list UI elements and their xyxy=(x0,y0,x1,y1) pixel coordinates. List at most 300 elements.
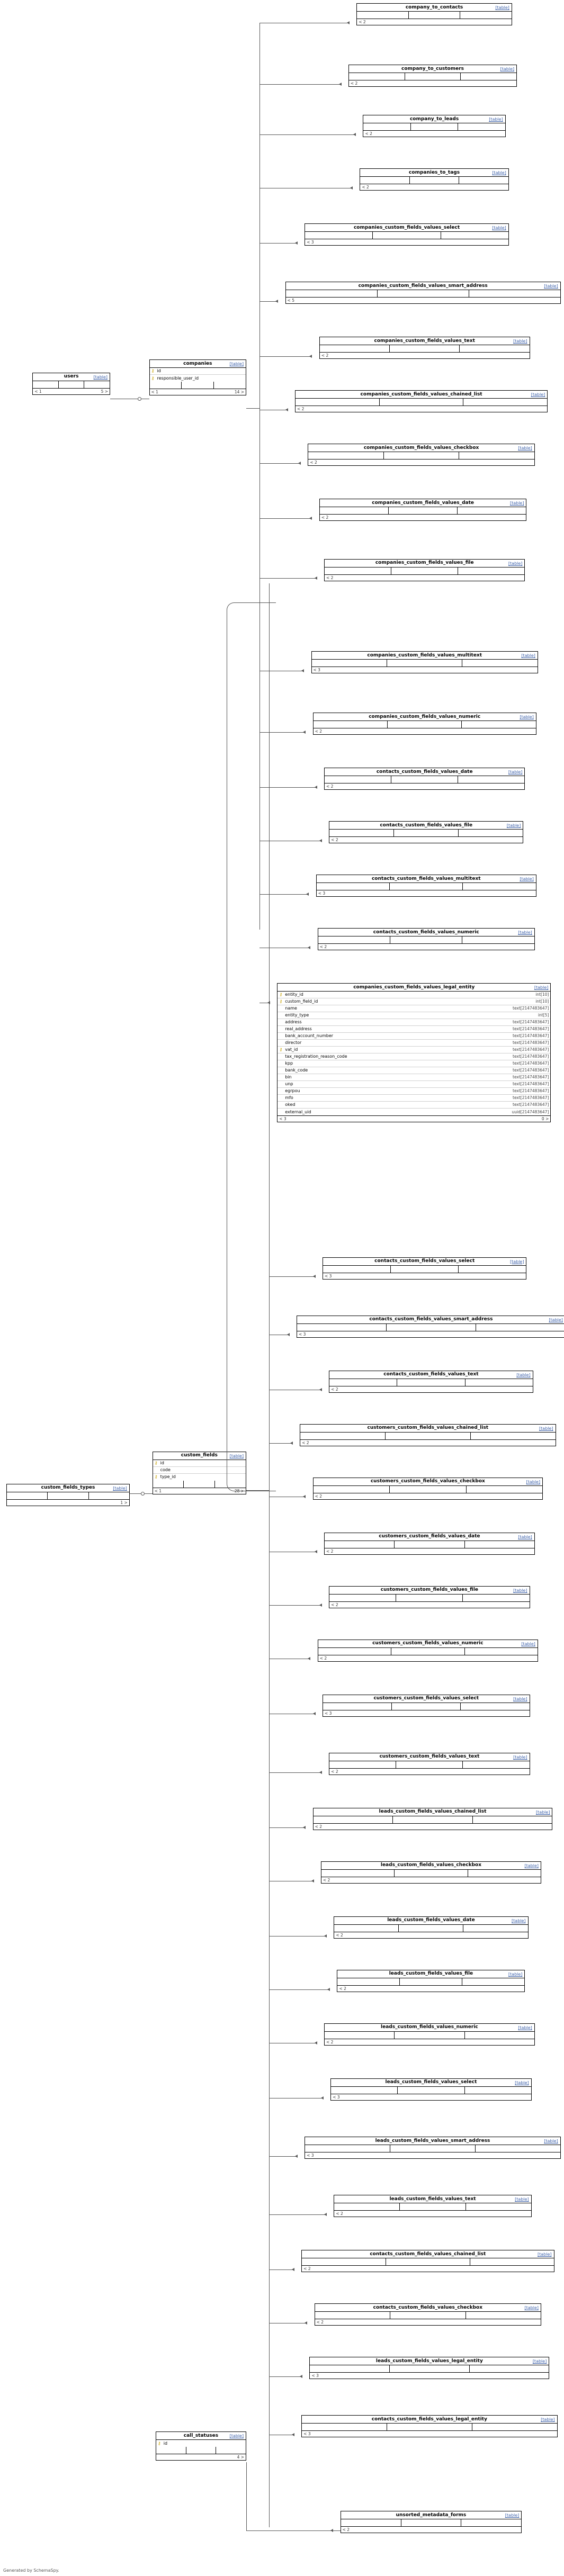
table-link[interactable]: [table] xyxy=(492,226,506,231)
table-header-customers_custom_fields_values_text xyxy=(329,1753,529,1761)
table-link[interactable]: [table] xyxy=(505,2513,520,2518)
table-link[interactable]: [table] xyxy=(229,1453,244,1458)
column-type: text[2147483647] xyxy=(513,1054,549,1059)
table-box-companies_custom_fields_values_legal_entity[interactable] xyxy=(277,983,551,1122)
table-link[interactable]: [table] xyxy=(495,5,509,11)
table-box-contacts_custom_fields_values_smart_address[interactable] xyxy=(297,1316,564,1338)
table-box-customers_custom_fields_values_checkbox[interactable] xyxy=(313,1478,543,1500)
connector-arrow xyxy=(287,1333,290,1336)
table-link[interactable]: [table] xyxy=(93,374,108,380)
table-box-companies_custom_fields_values_select[interactable] xyxy=(305,223,509,246)
connector-arrow xyxy=(303,731,306,734)
table-link[interactable]: [table] xyxy=(549,1317,563,1322)
table-box-leads_custom_fields_values_numeric[interactable] xyxy=(324,2023,535,2046)
band-cell xyxy=(473,1816,552,1823)
band-cell xyxy=(400,1978,462,1985)
table-header-companies_custom_fields_values_select xyxy=(305,224,508,232)
table-box-leads_custom_fields_values_file[interactable] xyxy=(337,1970,525,1992)
connector-line xyxy=(269,2156,297,2157)
relation-count-left: < 3 xyxy=(279,1116,287,1122)
table-box-contacts_custom_fields_values_file[interactable] xyxy=(329,821,523,843)
table-name: leads_custom_fields_values_text xyxy=(389,2196,476,2202)
column-type: text[2147483647] xyxy=(513,1095,549,1101)
table-header-contacts_custom_fields_values_multitext xyxy=(317,875,536,883)
table-box-companies_custom_fields_values_date[interactable] xyxy=(319,499,527,521)
table-relation-counts-company_to_contacts xyxy=(357,19,512,25)
column-key-icon: ⚷ xyxy=(154,1460,158,1465)
table-relation-counts-customers_custom_fields_values_chained_list xyxy=(300,1439,555,1446)
connector-arrow xyxy=(353,133,356,136)
column-name: address xyxy=(285,1020,302,1025)
table-relation-counts-customers_custom_fields_values_checkbox xyxy=(314,1493,543,1499)
table-link[interactable]: [table] xyxy=(541,2417,555,2422)
relation-count-left: < 2 xyxy=(331,837,338,843)
table-link[interactable]: [table] xyxy=(521,1641,535,1646)
table-box-contacts_custom_fields_values_select[interactable] xyxy=(323,1257,527,1280)
table-header-companies xyxy=(150,360,246,368)
connector-arrow xyxy=(306,893,309,896)
table-body-band xyxy=(314,1486,543,1493)
table-relation-counts-customers_custom_fields_values_numeric xyxy=(318,1655,538,1661)
table-link[interactable]: [table] xyxy=(513,1696,527,1701)
band-cell xyxy=(469,290,560,297)
table-link[interactable]: [table] xyxy=(516,1372,531,1377)
table-columns-companies_custom_fields_values_legal_entity xyxy=(277,992,550,1115)
table-link[interactable]: [table] xyxy=(515,2197,529,2202)
column-name: mfo xyxy=(285,1095,293,1101)
table-header-contacts_custom_fields_values_date xyxy=(325,768,524,776)
table-row xyxy=(150,375,246,382)
relation-count-left: < 2 xyxy=(326,2039,334,2044)
table-relation-counts-companies_custom_fields_values_select xyxy=(305,239,508,245)
table-relation-counts-contacts_custom_fields_values_multitext xyxy=(317,890,536,896)
band-cell xyxy=(399,1925,463,1932)
table-link[interactable]: [table] xyxy=(508,1971,523,1977)
table-box-companies_to_tags[interactable] xyxy=(360,168,509,191)
table-link[interactable]: [table] xyxy=(520,715,534,720)
table-link[interactable]: [table] xyxy=(544,2139,558,2144)
table-box-custom_fields_types[interactable] xyxy=(6,1484,130,1506)
table-row xyxy=(277,1088,550,1095)
relation-count-left: < 3 xyxy=(311,2373,319,2379)
column-type: text[2147483647] xyxy=(513,1068,549,1073)
band-cell xyxy=(48,1492,88,1499)
connector-arrow xyxy=(309,517,312,520)
table-link[interactable]: [table] xyxy=(113,1485,127,1491)
connector-line xyxy=(259,301,277,302)
band-cell xyxy=(308,452,383,459)
band-cell xyxy=(33,381,59,388)
table-box-contacts_custom_fields_values_text[interactable] xyxy=(329,1371,533,1393)
band-cell xyxy=(325,568,391,574)
column-name: egrpou xyxy=(285,1088,300,1094)
table-relation-counts-companies_custom_fields_values_multitext xyxy=(312,666,538,673)
table-box-companies_custom_fields_values_chained_list[interactable] xyxy=(295,390,548,412)
table-box-customers_custom_fields_values_file[interactable] xyxy=(329,1586,530,1608)
table-link[interactable]: [table] xyxy=(489,117,503,122)
table-link[interactable]: [table] xyxy=(506,823,521,828)
table-body-band xyxy=(315,2312,541,2319)
table-box-leads_custom_fields_values_date[interactable] xyxy=(334,1916,528,1939)
table-name: customers_custom_fields_values_checkbox xyxy=(370,1479,485,1484)
relation-count-right: 4 > xyxy=(237,2455,245,2460)
table-link[interactable]: [table] xyxy=(531,392,545,398)
table-box-contacts_custom_fields_values_multitext[interactable] xyxy=(316,875,536,897)
band-cell xyxy=(463,1761,529,1768)
connector-arrow xyxy=(295,2155,298,2158)
connector-arrow xyxy=(350,186,353,190)
band-cell xyxy=(349,73,405,80)
table-link[interactable]: [table] xyxy=(532,2359,547,2364)
band-cell xyxy=(150,382,182,389)
relation-count-left: < 2 xyxy=(323,1877,330,1883)
band-cell xyxy=(59,381,85,388)
connector-endpoint xyxy=(138,397,141,401)
table-body-band xyxy=(334,1925,527,1932)
table-box-companies_custom_fields_values_smart_address[interactable] xyxy=(285,282,561,304)
band-cell xyxy=(89,1492,129,1499)
table-header-contacts_custom_fields_values_chained_list xyxy=(302,2250,553,2258)
table-box-leads_custom_fields_values_select[interactable] xyxy=(330,2078,531,2101)
relation-count-left: < 2 xyxy=(331,1769,338,1774)
table-header-company_to_leads xyxy=(363,115,505,123)
band-cell xyxy=(472,2424,557,2430)
table-header-users xyxy=(33,373,110,381)
connector-line xyxy=(259,518,311,519)
table-name: contacts_custom_fields_values_chained_list xyxy=(370,2251,486,2257)
table-box-customers_custom_fields_values_date[interactable] xyxy=(324,1533,535,1555)
table-relation-counts-customers_custom_fields_values_date xyxy=(325,1548,534,1554)
connector-line xyxy=(259,243,297,244)
band-cell xyxy=(391,1648,464,1655)
table-name: leads_custom_fields_values_chained_list xyxy=(379,1809,487,1815)
band-cell xyxy=(462,1978,524,1985)
relation-count-left: < 2 xyxy=(326,1548,334,1554)
table-box-contacts_custom_fields_values_date[interactable] xyxy=(324,768,525,790)
table-body-band xyxy=(297,1324,564,1331)
table-header-contacts_custom_fields_values_smart_address xyxy=(297,1316,564,1324)
table-box-call_statuses[interactable] xyxy=(156,2431,246,2461)
table-relation-counts-companies_custom_fields_values_smart_address xyxy=(286,297,560,303)
connector-line xyxy=(246,408,259,409)
column-name: responsible_user_id xyxy=(157,375,199,381)
table-name: leads_custom_fields_values_date xyxy=(387,1917,475,1923)
table-box-customers_custom_fields_values_numeric[interactable] xyxy=(318,1640,538,1662)
band-cell xyxy=(390,2145,476,2152)
band-cell xyxy=(466,2312,541,2319)
table-header-contacts_custom_fields_values_text xyxy=(329,1371,533,1379)
band-cell xyxy=(468,1870,541,1877)
column-type: text[2147483647] xyxy=(513,1061,549,1066)
table-link[interactable]: [table] xyxy=(524,2305,539,2311)
column-type: text[2147483647] xyxy=(513,1033,549,1039)
band-cell xyxy=(314,721,388,728)
band-cell xyxy=(467,1486,543,1493)
table-box-contacts_custom_fields_values_legal_entity[interactable] xyxy=(301,2415,557,2437)
connector-arrow xyxy=(313,1712,316,1715)
connector-arrow xyxy=(308,946,310,949)
table-link[interactable]: [table] xyxy=(534,985,549,990)
table-name: leads_custom_fields_values_checkbox xyxy=(380,1862,482,1868)
band-cell xyxy=(214,382,246,389)
column-key-icon: ⚷ xyxy=(279,992,283,997)
relation-count-left: < 1 xyxy=(34,389,42,394)
relation-count-right: 0 > xyxy=(541,1116,549,1122)
band-cell xyxy=(387,660,462,666)
table-link[interactable]: [table] xyxy=(513,1588,527,1593)
band-cell xyxy=(341,2519,401,2526)
relation-count-left: < 2 xyxy=(331,1602,338,1607)
table-name: company_to_leads xyxy=(409,116,459,122)
connector-line xyxy=(246,2462,247,2530)
table-link[interactable]: [table] xyxy=(521,653,535,659)
table-body-band xyxy=(349,73,516,80)
band-cell xyxy=(465,1379,533,1386)
table-body-band xyxy=(317,883,536,890)
table-row xyxy=(150,368,246,375)
relation-count-left: < 2 xyxy=(321,515,329,520)
table-name: customers_custom_fields_values_select xyxy=(373,1696,479,1701)
table-relation-counts-companies_to_tags xyxy=(360,184,508,190)
table-link[interactable]: [table] xyxy=(520,877,534,882)
table-name: custom_fields xyxy=(181,1453,218,1458)
table-link[interactable]: [table] xyxy=(508,561,523,566)
table-row xyxy=(277,1019,550,1026)
table-box-companies_custom_fields_values_numeric[interactable] xyxy=(313,713,536,735)
connector-line xyxy=(259,463,300,464)
band-cell xyxy=(395,1870,468,1877)
table-row xyxy=(277,1047,550,1053)
table-link[interactable]: [table] xyxy=(518,930,532,935)
table-box-leads_custom_fields_values_legal_entity[interactable] xyxy=(309,2357,549,2379)
band-cell xyxy=(401,2519,462,2526)
connector-arrow xyxy=(324,1934,327,1938)
table-name: contacts_custom_fields_values_file xyxy=(380,822,473,828)
band-cell xyxy=(394,830,459,836)
connector-arrow xyxy=(315,2041,317,2044)
relation-count-left: < 2 xyxy=(319,1655,327,1661)
band-cell xyxy=(388,721,462,728)
table-link[interactable]: [table] xyxy=(508,770,523,775)
column-name: id xyxy=(160,1460,164,1465)
band-cell xyxy=(460,12,512,19)
table-row xyxy=(277,1060,550,1067)
column-type: text[2147483647] xyxy=(513,1088,549,1094)
band-cell xyxy=(323,1703,392,1710)
table-relation-counts-unsorted_metadata_forms xyxy=(341,2526,522,2533)
band-cell xyxy=(458,776,524,783)
table-box-companies_custom_fields_values_multitext[interactable] xyxy=(311,651,538,673)
table-box-leads_custom_fields_values_chained_list[interactable] xyxy=(313,1808,553,1830)
column-name: unp xyxy=(285,1082,293,1087)
table-link[interactable]: [table] xyxy=(229,2434,244,2439)
band-cell xyxy=(390,2365,470,2372)
table-relation-counts-contacts_custom_fields_values_chained_list xyxy=(302,2265,553,2272)
band-cell xyxy=(360,177,410,184)
table-name: contacts_custom_fields_values_numeric xyxy=(373,929,479,935)
table-header-customers_custom_fields_values_file xyxy=(329,1587,529,1595)
table-body-band xyxy=(321,1870,541,1877)
table-box-contacts_custom_fields_values_numeric[interactable] xyxy=(318,928,535,950)
band-cell xyxy=(459,830,523,836)
table-box-companies[interactable] xyxy=(149,359,247,395)
table-body-band xyxy=(329,1595,529,1601)
band-cell xyxy=(305,232,373,239)
table-header-company_to_contacts xyxy=(357,4,512,12)
table-relation-counts-leads_custom_fields_values_date xyxy=(334,1932,527,1938)
table-link[interactable]: [table] xyxy=(229,362,244,367)
band-cell xyxy=(286,290,378,297)
relation-count-left: < 2 xyxy=(359,20,366,25)
column-type: uuid[2147483647] xyxy=(512,1109,549,1114)
table-box-company_to_leads[interactable] xyxy=(363,115,505,137)
table-relation-counts-users xyxy=(33,388,110,394)
table-name: leads_custom_fields_values_numeric xyxy=(381,2024,478,2030)
table-box-users[interactable] xyxy=(32,373,110,395)
column-name: code xyxy=(160,1467,171,1472)
table-row xyxy=(277,1081,550,1088)
band-cell xyxy=(296,399,380,406)
connector-line xyxy=(259,134,355,135)
band-cell xyxy=(463,399,547,406)
table-link[interactable]: [table] xyxy=(509,1259,524,1264)
relation-count-left: < 1 xyxy=(151,390,158,395)
band-cell xyxy=(471,1433,556,1439)
footer-credit: Generated by SchemaSpy. xyxy=(3,2568,59,2573)
table-link[interactable]: [table] xyxy=(544,284,558,289)
relation-count-left: < 2 xyxy=(365,131,372,137)
band-cell xyxy=(378,290,469,297)
table-link[interactable]: [table] xyxy=(513,339,527,344)
connector-arrow xyxy=(285,408,288,411)
table-name: companies_custom_fields_values_chained_list xyxy=(360,391,482,397)
column-key-icon: ⚷ xyxy=(154,1474,158,1480)
table-link[interactable]: [table] xyxy=(524,1863,539,1868)
table-box-leads_custom_fields_values_checkbox[interactable] xyxy=(321,1861,541,1884)
table-link[interactable]: [table] xyxy=(515,2080,529,2085)
band-cell xyxy=(363,123,410,130)
table-body-band xyxy=(318,936,534,943)
band-cell xyxy=(305,2145,390,2152)
relation-count-left: < 2 xyxy=(339,1986,346,1991)
band-cell xyxy=(396,1595,463,1601)
band-cell xyxy=(463,883,535,890)
relation-count-left: < 3 xyxy=(333,2094,340,2100)
column-type: text[2147483647] xyxy=(513,1020,549,1025)
table-box-companies_custom_fields_values_checkbox[interactable] xyxy=(308,444,534,466)
table-link[interactable]: [table] xyxy=(535,1809,550,1815)
connector-line xyxy=(246,2530,340,2531)
table-link[interactable]: [table] xyxy=(513,1754,527,1760)
table-box-leads_custom_fields_values_text[interactable] xyxy=(334,2195,531,2217)
connector-arrow xyxy=(311,1879,314,1883)
table-link[interactable]: [table] xyxy=(518,446,532,451)
table-link[interactable]: [table] xyxy=(509,501,524,506)
table-row xyxy=(277,1026,550,1033)
table-box-unsorted_metadata_forms[interactable] xyxy=(341,2511,522,2533)
band-cell xyxy=(216,2447,246,2454)
column-name: kpp xyxy=(285,1061,293,1066)
band-cell xyxy=(389,507,458,514)
band-cell xyxy=(410,177,460,184)
band-cell xyxy=(458,507,526,514)
table-link[interactable]: [table] xyxy=(526,1479,541,1484)
band-cell xyxy=(390,345,460,352)
table-link[interactable]: [table] xyxy=(492,170,506,176)
band-cell xyxy=(323,1266,391,1273)
table-box-customers_custom_fields_values_select[interactable] xyxy=(323,1695,530,1717)
band-cell xyxy=(302,2424,387,2430)
band-cell xyxy=(391,1266,459,1273)
table-body-band xyxy=(312,660,538,666)
table-link[interactable]: [table] xyxy=(539,1426,553,1431)
table-row xyxy=(277,1109,550,1115)
band-cell xyxy=(384,452,459,459)
column-type: text[2147483647] xyxy=(513,1082,549,1087)
table-box-companies_custom_fields_values_file[interactable] xyxy=(324,559,525,581)
connector-arrow xyxy=(315,1550,317,1553)
table-relation-counts-contacts_custom_fields_values_numeric xyxy=(318,943,534,950)
band-cell xyxy=(317,883,390,890)
column-name: tax_registration_reason_code xyxy=(285,1054,347,1059)
table-body-band xyxy=(310,2365,549,2372)
table-header-leads_custom_fields_values_smart_address xyxy=(305,2137,560,2145)
table-name: companies_custom_fields_values_select xyxy=(353,224,460,230)
band-cell xyxy=(391,776,458,783)
table-box-contacts_custom_fields_values_chained_list[interactable] xyxy=(301,2250,554,2272)
table-relation-counts-leads_custom_fields_values_file xyxy=(337,1985,524,1992)
table-link[interactable]: [table] xyxy=(500,67,515,72)
table-columns-call_statuses xyxy=(156,2440,246,2447)
table-row xyxy=(277,1012,550,1019)
connector-arrow xyxy=(309,355,312,358)
table-box-customers_custom_fields_values_chained_list[interactable] xyxy=(300,1424,556,1446)
table-box-companies_custom_fields_values_text[interactable] xyxy=(319,337,530,359)
table-header-companies_custom_fields_values_multitext xyxy=(312,652,538,660)
table-header-call_statuses xyxy=(156,2432,246,2440)
table-box-customers_custom_fields_values_text[interactable] xyxy=(329,1753,530,1775)
relation-count-left: < 3 xyxy=(324,1273,332,1278)
table-box-company_to_contacts[interactable] xyxy=(356,3,512,25)
table-box-contacts_custom_fields_values_checkbox[interactable] xyxy=(315,2303,541,2326)
table-box-company_to_customers[interactable] xyxy=(348,65,517,87)
table-name: companies_custom_fields_values_checkbox xyxy=(363,445,479,451)
column-type: text[2147483647] xyxy=(513,1047,549,1052)
relation-count-left: < 2 xyxy=(315,1824,323,1829)
table-link[interactable]: [table] xyxy=(518,1534,532,1539)
band-cell xyxy=(398,2087,464,2094)
table-row xyxy=(277,1053,550,1060)
band-cell xyxy=(395,1541,464,1548)
table-link[interactable]: [table] xyxy=(538,2252,552,2257)
relation-count-left: < 2 xyxy=(362,185,369,190)
band-cell xyxy=(459,452,534,459)
table-relation-counts-leads_custom_fields_values_numeric xyxy=(325,2039,534,2045)
table-relation-counts-companies xyxy=(150,389,246,395)
table-link[interactable]: [table] xyxy=(518,2025,532,2030)
connector-arrow xyxy=(292,2268,294,2271)
table-body-band xyxy=(357,12,512,19)
table-header-leads_custom_fields_values_legal_entity xyxy=(310,2357,549,2365)
table-box-leads_custom_fields_values_smart_address[interactable] xyxy=(305,2137,560,2159)
table-link[interactable]: [table] xyxy=(512,1918,526,1923)
table-header-companies_custom_fields_values_numeric xyxy=(314,713,536,721)
column-name: bank_account_number xyxy=(285,1033,334,1039)
table-header-leads_custom_fields_values_numeric xyxy=(325,2024,534,2032)
column-name: type_id xyxy=(160,1474,176,1480)
table-header-leads_custom_fields_values_text xyxy=(334,2195,531,2203)
band-cell xyxy=(405,73,461,80)
